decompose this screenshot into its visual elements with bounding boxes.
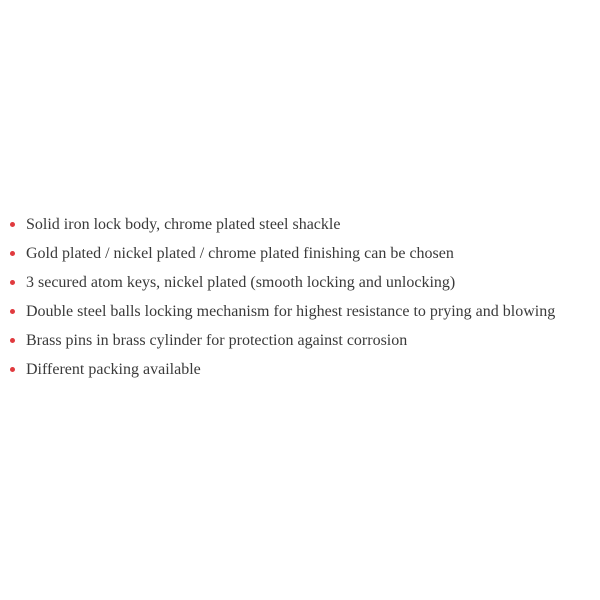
feature-text: Gold plated / nickel plated / chrome plated finishing can be chosen	[26, 245, 454, 262]
feature-text: Double steel balls locking mechanism for highest resistance to prying and blowing	[26, 303, 556, 320]
feature-text: 3 secured atom keys, nickel plated (smooth locking and unlocking)	[26, 274, 456, 291]
feature-text: Solid iron lock body, chrome plated steel shackle	[26, 216, 341, 233]
bullet-dot-icon	[10, 367, 15, 372]
feature-item	[0, 268, 600, 297]
feature-text: Brass pins in brass cylinder for protection against corrosion	[26, 332, 408, 349]
bullet-dot-icon	[10, 338, 15, 343]
feature-item	[0, 297, 600, 326]
bullet-dot-icon	[10, 251, 15, 256]
feature-item	[0, 355, 600, 384]
bullet-dot-icon	[10, 222, 15, 227]
feature-item	[0, 210, 600, 239]
feature-list	[0, 210, 600, 384]
feature-item	[0, 326, 600, 355]
bullet-dot-icon	[10, 280, 15, 285]
feature-text: Different packing available	[26, 361, 201, 378]
feature-item	[0, 239, 600, 268]
bullet-dot-icon	[10, 309, 15, 314]
